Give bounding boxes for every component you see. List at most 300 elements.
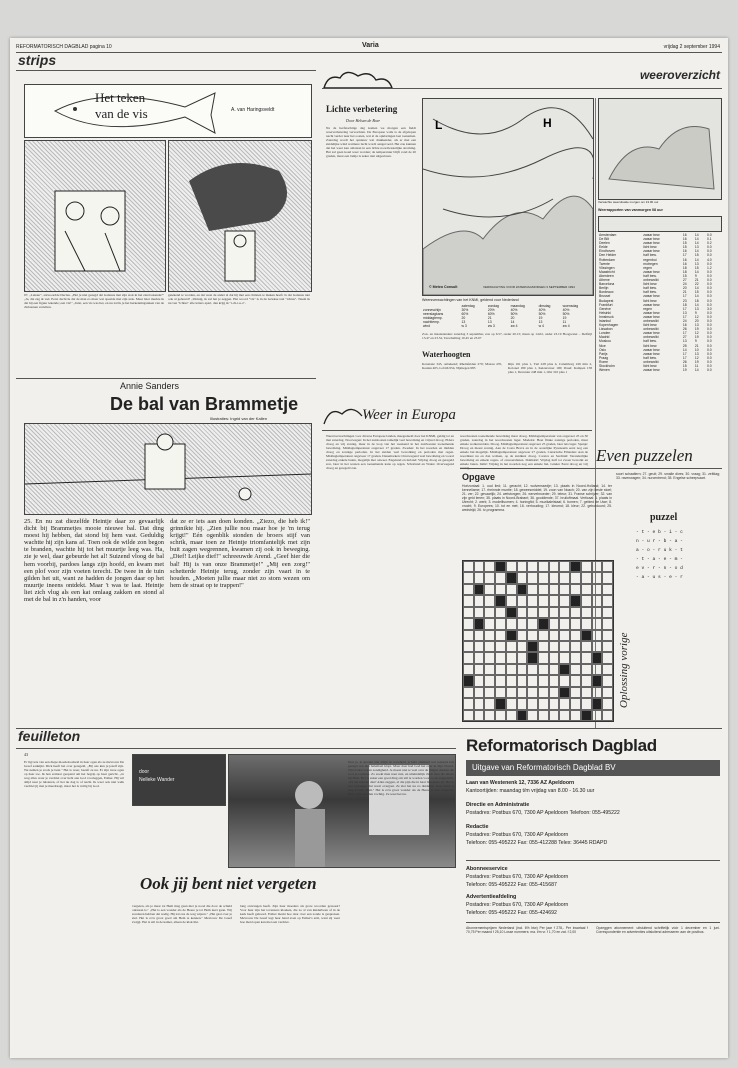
crossword-cell[interactable] <box>474 561 485 572</box>
crossword-cell[interactable] <box>581 607 592 618</box>
crossword-cell[interactable] <box>527 607 538 618</box>
crossword-cell <box>495 561 506 572</box>
crossword-cell[interactable] <box>517 641 528 652</box>
weather-report-cell: 12 <box>694 331 699 336</box>
europa-title: Weer in Europa <box>362 407 456 423</box>
crossword-cell[interactable] <box>484 641 495 652</box>
rd-hours: Kantoortijden: maandag t/m vrijdag van 8.00 - 16.30 uur <box>466 788 595 794</box>
weather-report-cell: 19 <box>694 327 699 332</box>
weather-report-cell: 15 <box>682 273 687 278</box>
crossword-cell[interactable] <box>517 652 528 663</box>
crossword-cell[interactable] <box>549 675 560 686</box>
crossword-cell[interactable] <box>474 687 485 698</box>
crossword-cell[interactable] <box>538 664 549 675</box>
weather-report-cell: 21 <box>694 343 699 348</box>
crossword-cell[interactable] <box>463 710 474 721</box>
solution-row: e v - r - n - o d <box>636 566 683 571</box>
weather-report-cell: half bew. <box>643 253 657 258</box>
bal-author: Annie Sanders <box>120 381 180 391</box>
weather-report-cell: Nice <box>599 343 606 348</box>
weather-report-cell: licht bew. <box>643 364 658 368</box>
crossword-cell[interactable] <box>602 572 613 583</box>
crossword-cell[interactable] <box>463 607 474 618</box>
weather-report-cell: Lissabon <box>599 327 613 332</box>
weather-report-cell: 13 <box>694 323 699 328</box>
crossword-cell[interactable] <box>527 630 538 641</box>
weather-report-cell: 14 <box>694 368 699 373</box>
weather-report-cell: Kopenhagen <box>599 323 619 328</box>
weather-report-cell: 11 <box>694 364 699 368</box>
crossword-cell[interactable] <box>581 687 592 698</box>
crossword-cell[interactable] <box>602 687 613 698</box>
crossword-cell <box>559 664 570 675</box>
weather-report-cell: 20 <box>682 286 687 291</box>
weather-report-cell: 15 <box>694 253 699 258</box>
crossword-cell[interactable] <box>474 664 485 675</box>
weather-report-cell: 0.0 <box>706 368 712 373</box>
crossword-cell[interactable] <box>602 652 613 663</box>
crossword-cell[interactable] <box>570 675 581 686</box>
weather-report-cell: onbewolkt <box>643 318 659 323</box>
weather-table-header <box>598 216 722 232</box>
bal-illustrator: Illustraties: Ingrid van der Kallen <box>210 416 267 421</box>
crossword-cell[interactable] <box>581 698 592 709</box>
crossword-cell[interactable] <box>527 664 538 675</box>
crossword-cell[interactable] <box>538 710 549 721</box>
weather-report-cell: Vlissingen <box>599 265 615 270</box>
weather-report-cell: 9 <box>694 339 697 344</box>
crossword-cell[interactable] <box>559 595 570 606</box>
crossword-cell[interactable] <box>581 675 592 686</box>
crossword-cell[interactable] <box>549 572 560 583</box>
puzzel-label: puzzel <box>650 512 678 523</box>
crossword-cell[interactable] <box>474 698 485 709</box>
crossword-cell[interactable] <box>517 675 528 686</box>
crossword-cell <box>463 675 474 686</box>
rd-masthead: Reformatorisch Dagblad <box>466 736 657 755</box>
weather-report-cell: 14 <box>694 249 699 254</box>
crossword-cell[interactable] <box>484 675 495 686</box>
strip-author: A. van Haringsveldt <box>231 107 275 113</box>
crossword-cell[interactable] <box>559 652 570 663</box>
crossword-cell[interactable] <box>527 687 538 698</box>
newspaper-page <box>10 38 728 1058</box>
weather-report-cell: half bew. <box>643 355 657 360</box>
crossword-cell[interactable] <box>559 584 570 595</box>
crossword-cell[interactable] <box>463 561 474 572</box>
weather-report-cell: half bew. <box>643 273 657 278</box>
map-copyright: © Meteo Consult <box>429 284 458 289</box>
weather-report-cell: 24 <box>682 282 687 287</box>
crossword-cell[interactable] <box>559 630 570 641</box>
crossword-cell[interactable] <box>538 595 549 606</box>
crossword-cell[interactable] <box>474 675 485 686</box>
crossword-cell[interactable] <box>474 630 485 641</box>
crossword-cell[interactable] <box>581 641 592 652</box>
weather-report-cell: Maastricht <box>599 269 615 274</box>
zon-maan-text: Zon- en maanstanden: zaterdag 3 september, zon op 6.57, onder 20.15; maan op 14.02, onder 23.19 Hoogwater – Delfzijl 13.47 en 23.52, Terschelling 10.45 en 23.07 <box>422 332 592 340</box>
weather-report-cell: Innsbruck <box>599 314 614 319</box>
crossword-cell[interactable] <box>559 698 570 709</box>
crossword-cell <box>527 652 538 663</box>
crossword-cell[interactable] <box>581 595 592 606</box>
crossword-cell[interactable] <box>592 687 603 698</box>
crossword-cell[interactable] <box>549 710 560 721</box>
crossword-cell[interactable] <box>463 698 474 709</box>
crossword-cell[interactable] <box>517 687 528 698</box>
weather-map <box>422 98 594 296</box>
weather-report-cell: 0.0 <box>706 302 712 307</box>
crossword-cell[interactable] <box>517 630 528 641</box>
crossword-cell[interactable] <box>484 584 495 595</box>
crossword-cell[interactable] <box>602 618 613 629</box>
crossword-cell[interactable] <box>581 664 592 675</box>
weather-report-cell: 18 <box>682 302 687 307</box>
crossword-cell[interactable] <box>538 641 549 652</box>
crossword-cell[interactable] <box>549 561 560 572</box>
weather-report-cell: Praag <box>599 355 609 360</box>
crossword-cell[interactable] <box>495 630 506 641</box>
weather-report-cell: 20 <box>694 318 699 323</box>
byline-box <box>132 754 226 806</box>
weather-report-cell: 14 <box>682 347 687 352</box>
crossword-cell[interactable] <box>517 595 528 606</box>
weather-report-cell: 0.0 <box>706 314 712 319</box>
weather-report-cell: 13 <box>694 245 699 250</box>
weather-report-cell: zwaar bew. <box>643 269 661 274</box>
crossword-cell[interactable] <box>549 698 560 709</box>
crossword-cell[interactable] <box>602 698 613 709</box>
crossword-cell[interactable] <box>559 572 570 583</box>
crossword-cell[interactable] <box>549 618 560 629</box>
crossword-cell[interactable] <box>602 584 613 595</box>
crossword-cell[interactable] <box>506 698 517 709</box>
crossword-cell[interactable] <box>559 675 570 686</box>
weather-report-cell: 17 <box>682 351 687 356</box>
weather-report-cell: 12 <box>694 314 699 319</box>
crossword-cell[interactable] <box>602 675 613 686</box>
crossword-cell[interactable] <box>602 664 613 675</box>
weather-report-cell: regen <box>643 265 652 270</box>
crossword-cell[interactable] <box>517 607 528 618</box>
weather-report-cell: Amsterdam <box>599 233 617 237</box>
crossword-cell[interactable] <box>474 595 485 606</box>
europa-text-col1: Weersverwachtingen voor diverse Europese landen, meegedeeld door het KNMI, geldig tot en met zaterdag. Noorwegen: In het zuidoosten tamelijk veel bewolking en vrijwel droog. Elders droog en vrij zonnig, maar in de loop van het weekend in het zuidwesten toenemende bewolking. Middagtemperatuur ongeveer 17 graden. Zweden: In het noorden en midden droog en zonnige perioden. In het zuiden veel bewolking en perioden met regen. Middagtemperatuur ongeveer 17 graden. Denemarken: Overwegend veel bewolking en vooral zaterdag enkele buien, mogelijk met onweer. Engeland en Ierland: Vrijdag droog en geregeld zon, later in het westen een toenemende kans op regen. Schotland en Wales: Overwegend droog en geregeld zon. <box>326 434 454 470</box>
crossword-cell[interactable] <box>581 572 592 583</box>
crossword-cell[interactable] <box>495 710 506 721</box>
crossword-cell[interactable] <box>506 710 517 721</box>
waterhoogten-extra: Rijn 161 plus 1, Tiel 228 plus 4, Culemborg 226 min 2, Kolonel 180 plus 1, Keizersveer 100; IJssel: Kampen 158 plus 1, Deventer 248 min 1, Olst 310 plus 1 <box>508 362 592 374</box>
crossword-cell[interactable] <box>527 595 538 606</box>
weather-section-label: weeroverzicht <box>639 68 720 82</box>
crossword-cell[interactable] <box>570 698 581 709</box>
crossword-cell[interactable] <box>484 607 495 618</box>
crossword-cell[interactable] <box>592 618 603 629</box>
weather-report-cell: 0.0 <box>706 290 712 295</box>
weather-report-cell: zwaar bew. <box>643 294 661 299</box>
crossword-cell[interactable] <box>463 584 474 595</box>
crossword-cell[interactable] <box>570 607 581 618</box>
weather-report-cell: Rotterdam <box>599 257 615 262</box>
weather-report-cell: 14 <box>694 241 699 246</box>
crossword-cell[interactable] <box>484 561 495 572</box>
svg-text:H: H <box>543 116 552 130</box>
crossword-cell[interactable] <box>484 710 495 721</box>
europa-text-col2: noordwesten toenemende bewolking maar droog. Middagtemperatuur van ongeveer 25 en 30 graden, zaterdag in het noordwesten lager. Madeira: Heet flinke zonnige perioden, maar enkele wolkenvelden. Droog. Middagtemperatuur ongeveer 25 graden, later iets lager. Spanje: Droog en meest zonnig. Aan de Costa Brava en in de oostelijke Pyreneeën eerst nog een enkele bui mogelijk. Middagtemperatuur ongeveer 27 graden. Canarische Eilanden: Aan de noordkust nu en dan wolken, op de zuidkust droog. Corsica en Sardinië: Veranderlijke bewolking en enkele regen- of onweersbuien. Dalmatië: Vrijdag half tot zwaar bewolkt en enkele buien. Italië: Vrijdag in het noorden nog een enkele bui. Grieks: Eerst droog en vrij <box>460 434 588 466</box>
weather-report-cell: zwaar bew. <box>643 368 661 373</box>
crossword-cell[interactable] <box>506 652 517 663</box>
forecast-row: nachttemp. 13 13 14 13 11 <box>423 320 567 325</box>
rd-address: Laan van Westenenk 12, 7336 AZ Apeldoorn <box>466 780 575 786</box>
crossword-cell[interactable] <box>549 607 560 618</box>
crossword-cell[interactable] <box>549 687 560 698</box>
crossword-cell[interactable] <box>570 630 581 641</box>
crossword-cell[interactable] <box>527 618 538 629</box>
crossword-cell[interactable] <box>570 584 581 595</box>
crossword-cell[interactable] <box>495 618 506 629</box>
crossword-cell[interactable] <box>538 687 549 698</box>
crossword-cell[interactable] <box>517 572 528 583</box>
crossword-cell[interactable] <box>549 652 560 663</box>
weather-report-cell: 0.0 <box>706 278 712 283</box>
crossword-cell[interactable] <box>527 710 538 721</box>
weather-report-cell: 19 <box>694 359 699 364</box>
crossword-cell[interactable] <box>463 572 474 583</box>
crossword-cell[interactable] <box>592 584 603 595</box>
crossword-cell[interactable] <box>538 572 549 583</box>
crossword-cell[interactable] <box>570 710 581 721</box>
crossword-cell[interactable] <box>581 618 592 629</box>
weather-report-cell: 0.0 <box>706 351 712 356</box>
crossword-cell[interactable] <box>506 595 517 606</box>
weather-report-cell: 17 <box>682 331 687 336</box>
crossword-cell[interactable] <box>581 561 592 572</box>
crossword-cell[interactable] <box>527 698 538 709</box>
weather-report-cell: 0.0 <box>706 233 712 237</box>
weather-report-cell: zwaar bew. <box>643 237 661 242</box>
crossword-cell[interactable] <box>570 572 581 583</box>
crossword-cell[interactable] <box>592 561 603 572</box>
crossword-cell[interactable] <box>463 630 474 641</box>
crossword-cell[interactable] <box>495 607 506 618</box>
crossword-cell[interactable] <box>517 664 528 675</box>
weather-report-cell: 10 <box>694 347 699 352</box>
crossword-cell[interactable] <box>570 687 581 698</box>
crossword-cell[interactable] <box>602 595 613 606</box>
crossword-cell[interactable] <box>570 618 581 629</box>
crossword-grid[interactable] <box>462 560 614 722</box>
crossword-cell[interactable] <box>463 687 474 698</box>
crossword-cell[interactable] <box>581 652 592 663</box>
solution-row: n - u r - b - a - <box>636 539 683 544</box>
forecast-heading: Weersverwachtingen van het KNMI, geldend voor Nederland <box>422 298 519 302</box>
crossword-cell[interactable] <box>506 641 517 652</box>
crossword-cell[interactable] <box>495 572 506 583</box>
crossword-cell[interactable] <box>474 572 485 583</box>
crossword-cell[interactable] <box>538 652 549 663</box>
crossword-cell <box>592 675 603 686</box>
weather-report-cell: Twente <box>599 261 610 266</box>
strip-title-line2: van de vis <box>95 106 148 121</box>
weather-report-cell: 21 <box>682 290 687 295</box>
crossword-cell[interactable] <box>506 664 517 675</box>
crossword-cell[interactable] <box>484 687 495 698</box>
weather-column-text: Na de herfstachtige dag komen we morgen een fieldt weerverbetering verwachten. De Europese wolk is de afgelopen nacht verder naar het oosten, wat al de opklaringen laat toenemen. Zaterdag wordt het opnieuw wat drukkender, als er met een zuidelijke wind warmere lucht wordt aangevoerd. Het zou kunnen dat het weer kan omslaan in een lichte noordwestelijke stroming. Het zal geen koud weer worden; de temperatuur blijft rond de 20 graden, maar een buitje is zeker niet uitgesloten. <box>326 126 416 158</box>
crossword-cell[interactable] <box>581 584 592 595</box>
weather-report-cell: Londen <box>599 331 611 336</box>
weather-report-cell: 19 <box>682 368 687 373</box>
crossword-cell[interactable] <box>506 687 517 698</box>
crossword-cell[interactable] <box>559 641 570 652</box>
crossword-cell[interactable] <box>463 652 474 663</box>
crossword-cell[interactable] <box>495 584 506 595</box>
crossword-cell[interactable] <box>527 675 538 686</box>
weather-report-cell: 17 <box>682 294 687 299</box>
weather-report-cell: 16 <box>682 233 687 237</box>
crossword-cell[interactable] <box>484 595 495 606</box>
crossword-cell[interactable] <box>484 630 495 641</box>
crossword-cell[interactable] <box>495 675 506 686</box>
crossword-cell[interactable] <box>517 561 528 572</box>
crossword-cell[interactable] <box>484 664 495 675</box>
crossword-cell[interactable] <box>495 652 506 663</box>
crossword-cell[interactable] <box>517 698 528 709</box>
crossword-cell[interactable] <box>559 618 570 629</box>
crossword-cell[interactable] <box>602 710 613 721</box>
crossword-cell[interactable] <box>602 630 613 641</box>
weather-report-cell: 17 <box>682 253 687 258</box>
crossword-cell[interactable] <box>463 595 474 606</box>
crossword-cell[interactable] <box>570 664 581 675</box>
crossword-cell[interactable] <box>538 561 549 572</box>
crossword-cell[interactable] <box>538 698 549 709</box>
crossword-cell[interactable] <box>549 595 560 606</box>
crossword-cell[interactable] <box>527 561 538 572</box>
cloud-logo-icon <box>322 68 412 90</box>
crossword-cell[interactable] <box>549 664 560 675</box>
weather-report-cell: 27 <box>682 278 687 283</box>
crossword-cell[interactable] <box>484 652 495 663</box>
crossword-cell[interactable] <box>549 630 560 641</box>
crossword-cell[interactable] <box>592 710 603 721</box>
crossword-cell <box>495 595 506 606</box>
weather-report-cell: 13 <box>694 351 699 356</box>
europe-mini-map <box>598 98 722 200</box>
comic-drawing-left <box>25 141 165 291</box>
crossword-cell[interactable] <box>474 641 485 652</box>
crossword-cell[interactable] <box>517 618 528 629</box>
weather-report-cell: Oslo <box>599 347 606 352</box>
weather-report-cell: Eelde <box>599 245 608 250</box>
weather-report-cell: 17 <box>682 355 687 360</box>
crossword-cell[interactable] <box>538 630 549 641</box>
crossword-cell[interactable] <box>559 607 570 618</box>
crossword-cell[interactable] <box>549 584 560 595</box>
weather-report-cell: Aberdeen <box>599 273 614 278</box>
crossword-cell[interactable] <box>602 607 613 618</box>
crossword-cell <box>592 652 603 663</box>
feuilleton-col2: vergeten, als je maar tot Hem mag gaan met je nood die door de schuld ontstaan is." „Het is een wonder als de Heere je tot Hem leert gaan. Wij zondaren hebben dat nodig. Hij zal ons de weg wijzen." „Het gaat over je ziel. Het is zo'n groot goed om Hem te kennen." Mevrouw De Greef zwijgt. Het is stil in de kamer, alleen de klok tikt. <box>132 904 232 924</box>
forecast-day: zaterdag <box>461 304 475 308</box>
weather-report-cell: half bew. <box>643 290 657 295</box>
rd-dir-line: Postadres: Postbus 670, 7300 AP Apeldoorn Telefoon: 055-495222 <box>466 810 620 816</box>
crossword-cell[interactable] <box>484 698 495 709</box>
crossword-cell[interactable] <box>538 584 549 595</box>
crossword-cell[interactable] <box>527 584 538 595</box>
weather-report-cell: Barcelona <box>599 282 615 287</box>
weather-report-cell: zwaar bew. <box>643 233 661 237</box>
weather-report-cell: onbewolkt <box>643 335 659 340</box>
crossword-cell[interactable] <box>506 561 517 572</box>
crossword-cell[interactable] <box>538 607 549 618</box>
crossword-cell[interactable] <box>592 641 603 652</box>
crossword-cell[interactable] <box>484 618 495 629</box>
weather-report-cell: 0.0 <box>706 364 712 368</box>
opgave-title: Opgave <box>462 472 496 482</box>
crossword-cell[interactable] <box>592 607 603 618</box>
weather-report-cell: 22 <box>694 282 699 287</box>
comic-panel-left <box>24 140 166 292</box>
crossword-cell[interactable] <box>463 664 474 675</box>
weather-reports-table <box>598 233 720 372</box>
crossword-cell[interactable] <box>506 584 517 595</box>
weather-report-cell: Stockholm <box>599 364 615 368</box>
weather-report-cell: Wenen <box>599 368 610 373</box>
crossword-cell[interactable] <box>592 664 603 675</box>
weather-report-cell: 15 <box>682 241 687 246</box>
weather-report-cell: 16 <box>682 261 687 266</box>
crossword-cell[interactable] <box>592 630 603 641</box>
weather-report-cell: licht bew. <box>643 245 658 250</box>
crossword-cell[interactable] <box>484 572 495 583</box>
crossword-cell[interactable] <box>474 652 485 663</box>
crossword-cell[interactable] <box>495 664 506 675</box>
crossword-cell <box>517 584 528 595</box>
crossword-cell <box>592 698 603 709</box>
weather-table-heading: Weerrapporten van vanmorgen 08 uur <box>598 208 663 212</box>
crossword-cell[interactable] <box>570 652 581 663</box>
crossword-cell[interactable] <box>538 675 549 686</box>
waterhoogten-title: Waterhoogten <box>422 350 471 359</box>
crossword-cell[interactable] <box>463 641 474 652</box>
crossword-cell[interactable] <box>592 572 603 583</box>
crossword-cell[interactable] <box>463 618 474 629</box>
bal-illustration <box>24 423 312 515</box>
weather-report-cell: regenbui <box>643 257 657 262</box>
crossword-cell[interactable] <box>592 595 603 606</box>
crossword-cell[interactable] <box>549 641 560 652</box>
crossword-cell[interactable] <box>559 561 570 572</box>
crossword-cell[interactable] <box>559 710 570 721</box>
crossword-cell <box>506 572 517 583</box>
crossword-cell[interactable] <box>527 572 538 583</box>
crossword-cell[interactable] <box>495 687 506 698</box>
crossword-cell[interactable] <box>495 641 506 652</box>
weather-report-cell: 0.0 <box>706 310 712 315</box>
crossword-cell[interactable] <box>506 675 517 686</box>
crossword-cell[interactable] <box>602 641 613 652</box>
forecast-day: dinsdag <box>538 304 551 308</box>
weather-report-cell: 0.0 <box>706 359 712 364</box>
weather-report-cell: 0.0 <box>706 347 712 352</box>
weather-report-cell: 14 <box>694 237 699 242</box>
crossword-cell[interactable] <box>602 561 613 572</box>
crossword-cell[interactable] <box>506 618 517 629</box>
weather-report-cell: Bordeaux <box>599 290 614 295</box>
crossword-cell[interactable] <box>474 607 485 618</box>
crossword-cell[interactable] <box>570 641 581 652</box>
crossword-cell[interactable] <box>474 710 485 721</box>
